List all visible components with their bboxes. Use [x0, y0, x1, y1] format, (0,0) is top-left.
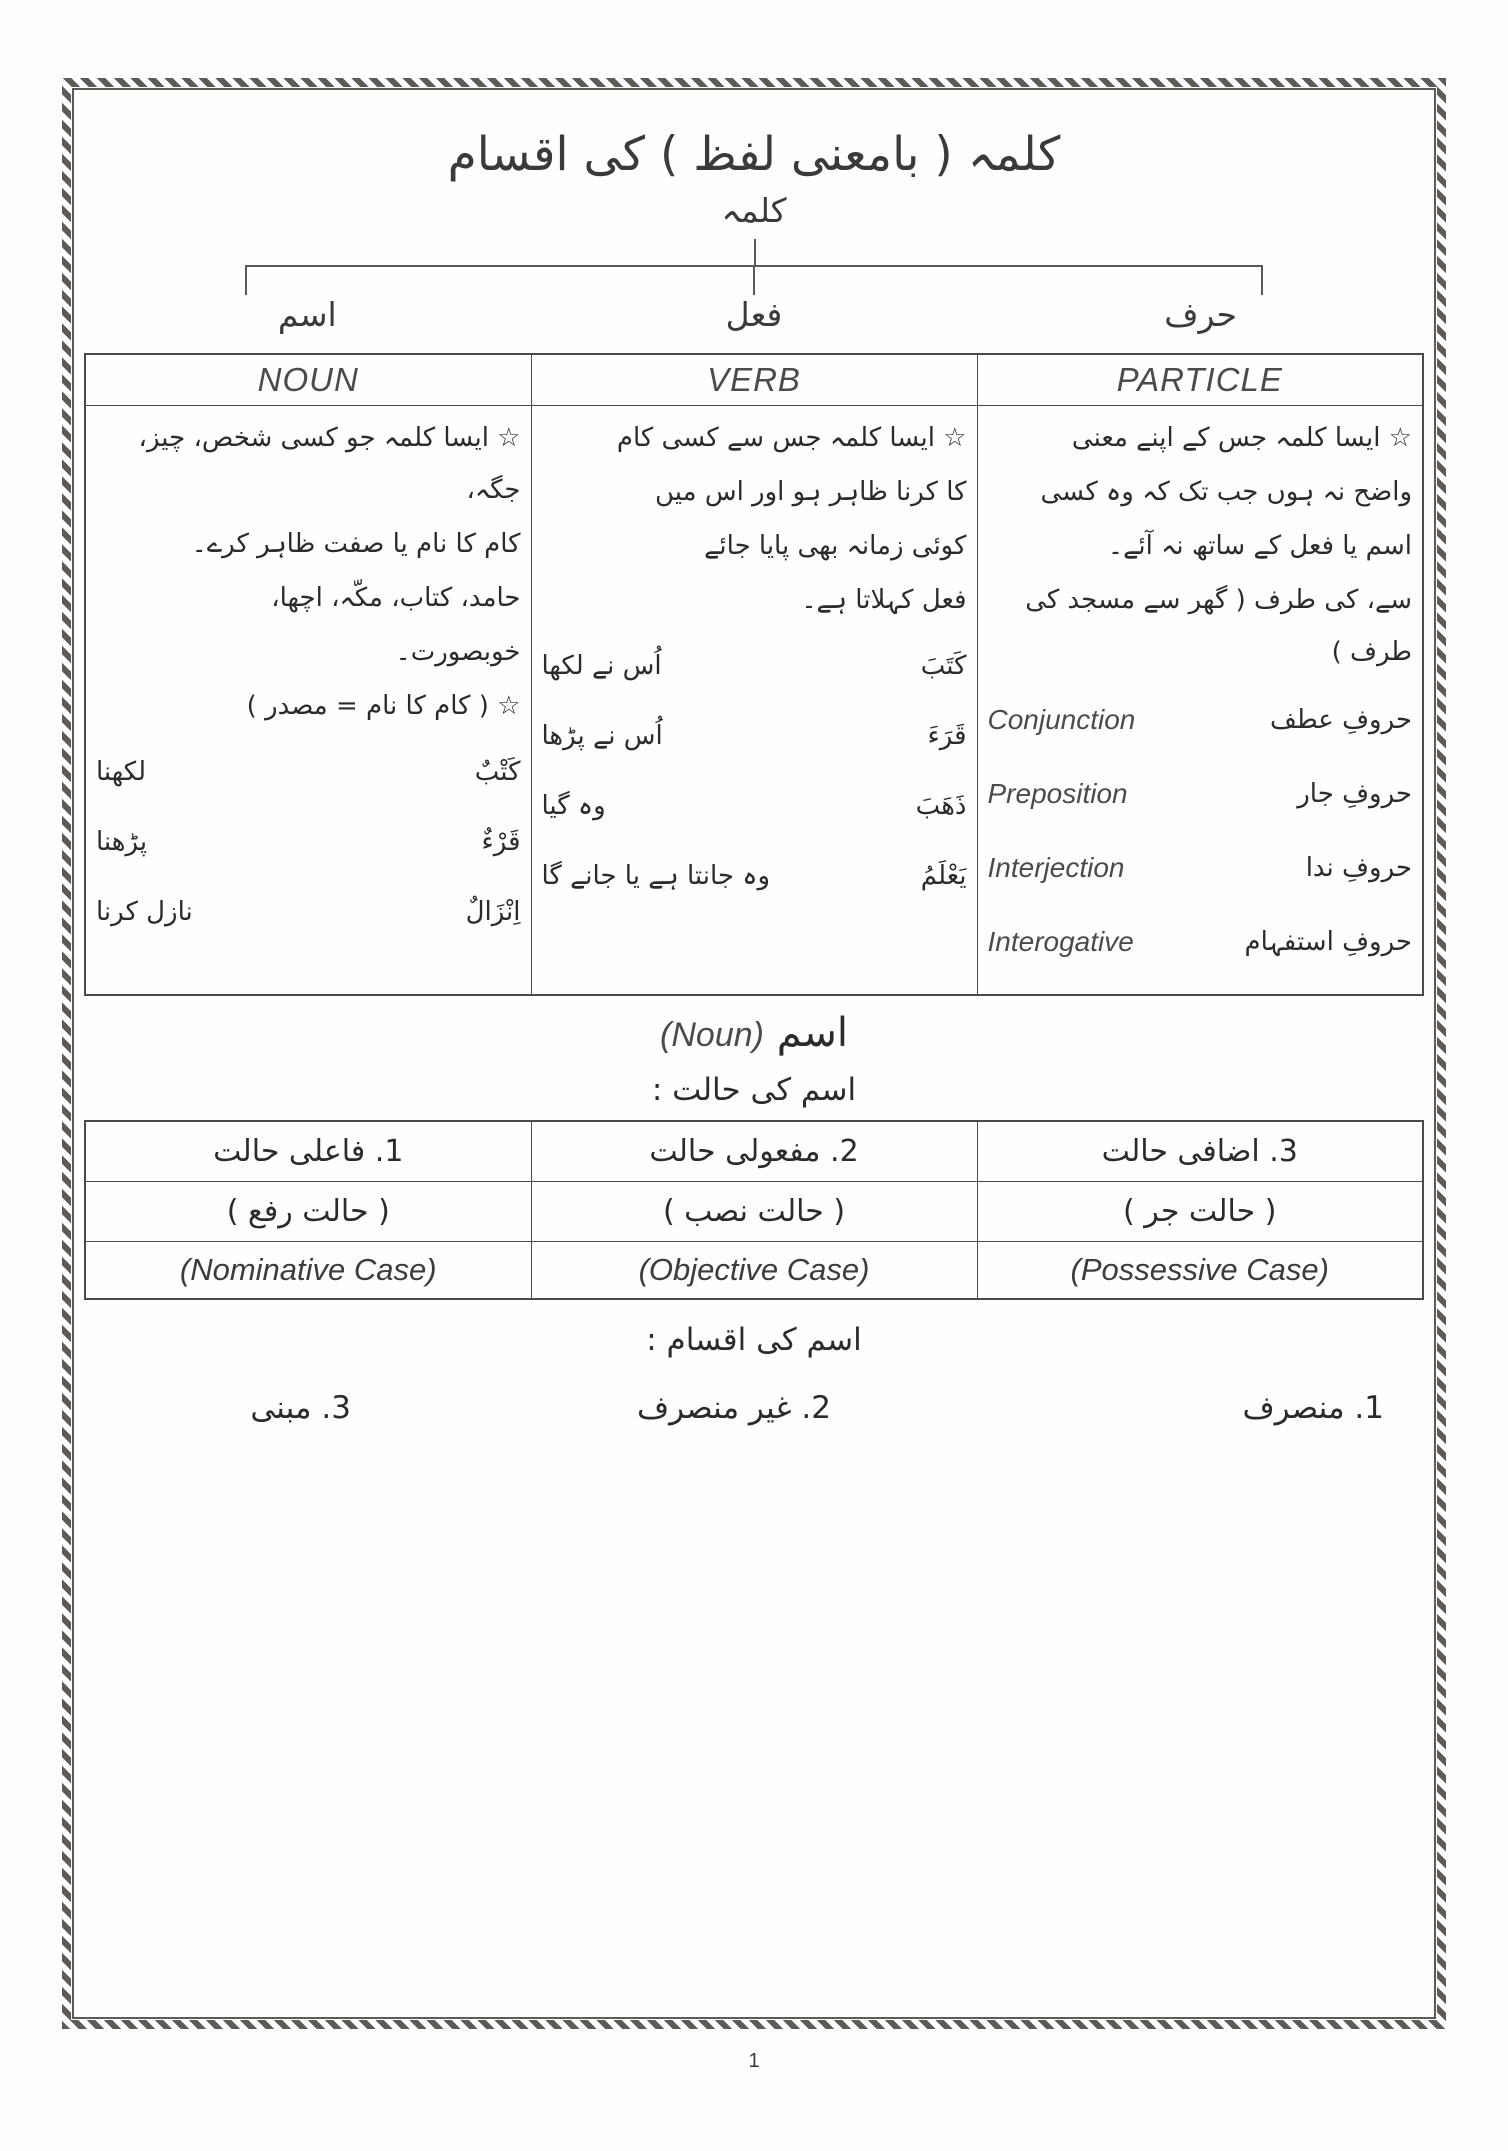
- verb-definition-line-2: کا کرنا ظاہر ہو اور اس میں: [655, 476, 967, 507]
- case-label-possessive-urdu: 3. اضافی حالت: [977, 1121, 1423, 1182]
- list-item: [988, 914, 1413, 970]
- case-arabic-nominative: ( حالت رفع ): [85, 1181, 531, 1241]
- list-item: [542, 850, 967, 902]
- particle-definition-line-3: اسم یا فعل کے ساتھ نہ آئے۔: [1107, 530, 1412, 561]
- noun-heading-urdu: اسم: [776, 1009, 848, 1056]
- noun-example-urdu: نازل کرنا: [96, 896, 193, 927]
- verb-example-urdu: وہ گیا: [541, 790, 606, 821]
- noun-definition-line-4: خوبصورت۔: [395, 636, 521, 667]
- kinds-heading: اسم کی اقسام :: [646, 1321, 862, 1358]
- tree-root-label: کلمہ: [721, 190, 787, 230]
- tree-drop-right: [1261, 265, 1263, 295]
- verb-example-arabic: ذَهَبَ: [915, 790, 967, 821]
- particle-term-english: Interjection: [987, 851, 1125, 883]
- verb-example-urdu: اُس نے لکھا: [541, 650, 662, 681]
- list-item: [542, 780, 967, 832]
- particle-term-urdu: حروفِ عطف: [1270, 704, 1412, 735]
- case-label-nominative-urdu: 1. فاعلی حالت: [85, 1121, 531, 1182]
- noun-definition-line-5: ☆ ( کام کا نام = مصدر ): [246, 690, 521, 721]
- column-header-verb: VERB: [531, 354, 977, 406]
- verb-example-list: [542, 640, 967, 902]
- particle-definition-line-2: واضح نہ ہوں جب تک کہ وہ کسی: [1040, 476, 1412, 507]
- cases-heading: اسم کی حالت :: [651, 1071, 857, 1108]
- case-english-objective: (Objective Case): [531, 1241, 977, 1299]
- tree-branch-fail: فعل: [725, 294, 783, 334]
- particle-example-list: [988, 692, 1413, 970]
- tree-drop-left: [245, 265, 247, 295]
- list-item: [542, 710, 967, 762]
- noun-cases-table: [84, 1120, 1424, 1300]
- case-arabic-possessive: ( حالت جر ): [977, 1181, 1423, 1241]
- verb-cell: [531, 405, 977, 995]
- list-item: [96, 816, 521, 868]
- page-title: کلمہ ( بامعنی لفظ ) کی اقسام: [447, 127, 1061, 182]
- table-row: [85, 1241, 1423, 1299]
- list-item: [96, 746, 521, 798]
- list-item: [542, 640, 967, 692]
- noun-section-heading: [84, 1010, 1424, 1056]
- noun-definition-line-3: حامد، کتاب، مکّہ، اچھا،: [271, 582, 521, 613]
- particle-term-english: Conjunction: [987, 703, 1136, 735]
- page-number: 1: [748, 2050, 760, 2072]
- particle-term-english: Interogative: [987, 925, 1134, 957]
- particle-cell: [977, 405, 1423, 995]
- particle-definition-line-1: ☆ ایسا کلمہ جس کے اپنے معنی: [1071, 422, 1412, 453]
- column-header-noun: NOUN: [85, 354, 531, 406]
- particle-term-urdu: حروفِ جار: [1297, 778, 1412, 809]
- noun-kind-2: 2. غیر منصرف: [636, 1389, 832, 1426]
- grammar-table-body-row: [85, 405, 1423, 995]
- verb-definition-line-4: فعل کہلاتا ہے۔: [801, 584, 967, 615]
- particle-term-english: Preposition: [987, 777, 1128, 809]
- noun-example-arabic: قَرْءٌ: [481, 826, 521, 857]
- noun-example-urdu: لکھنا: [96, 756, 147, 787]
- tree-stem-line: [754, 239, 756, 265]
- tree-drop-middle: [753, 265, 755, 295]
- verb-definition-line-3: کوئی زمانہ بھی پایا جائے: [704, 530, 967, 561]
- verb-definition-line-1: ☆ ایسا کلمہ جس سے کسی کام: [616, 422, 967, 453]
- case-label-objective-urdu: 2. مفعولی حالت: [531, 1121, 977, 1182]
- tree-branch-labels: [84, 295, 1424, 334]
- column-header-particle: PARTICLE: [977, 354, 1423, 406]
- grammar-table-header-row: [85, 354, 1423, 406]
- tree-branch-ism: اسم: [277, 294, 337, 334]
- tree-branch-harf: حرف: [1164, 294, 1238, 334]
- noun-kinds-row: [84, 1390, 1424, 1426]
- noun-definition-line-2: کام کا نام یا صفت ظاہر کرے۔: [191, 528, 521, 559]
- noun-heading-english: (Noun): [660, 1015, 764, 1054]
- case-arabic-objective: ( حالت نصب ): [531, 1181, 977, 1241]
- particle-term-urdu: حروفِ ندا: [1305, 852, 1412, 883]
- noun-example-arabic: كَتْبٌ: [474, 756, 521, 787]
- list-item: [988, 840, 1413, 896]
- noun-definition-line-1: ☆ ایسا کلمہ جو کسی شخص، چیز، جگہ،: [138, 422, 521, 505]
- verb-example-urdu: وہ جانتا ہے یا جانے گا: [541, 860, 771, 891]
- noun-cell: [85, 405, 531, 995]
- table-row: [85, 1181, 1423, 1241]
- list-item: [988, 766, 1413, 822]
- particle-term-urdu: حروفِ استفہام: [1244, 926, 1412, 957]
- noun-kind-1: 1. منصرف: [1242, 1389, 1384, 1426]
- verb-example-arabic: كَتَبَ: [920, 650, 967, 681]
- noun-example-arabic: اِنْزَالٌ: [465, 896, 521, 927]
- noun-kind-3: 3. مبنی: [250, 1389, 351, 1426]
- kalima-tree-diagram: [84, 191, 1424, 351]
- list-item: [988, 692, 1413, 748]
- case-english-nominative: (Nominative Case): [85, 1241, 531, 1299]
- verb-example-urdu: اُس نے پڑھا: [541, 720, 663, 751]
- page-content: [84, 100, 1424, 2007]
- list-item: [96, 886, 521, 938]
- grammar-table: [84, 353, 1424, 996]
- case-english-possessive: (Possessive Case): [977, 1241, 1423, 1299]
- noun-example-urdu: پڑھنا: [96, 826, 148, 857]
- noun-example-list: [96, 746, 521, 938]
- verb-example-arabic: قَرَءَ: [927, 720, 967, 751]
- particle-definition-line-4: سے، کی طرف ( گھر سے مسجد کی طرف ): [1025, 584, 1412, 667]
- table-row: [85, 1121, 1423, 1182]
- verb-example-arabic: يَعْلَمُ: [920, 860, 967, 891]
